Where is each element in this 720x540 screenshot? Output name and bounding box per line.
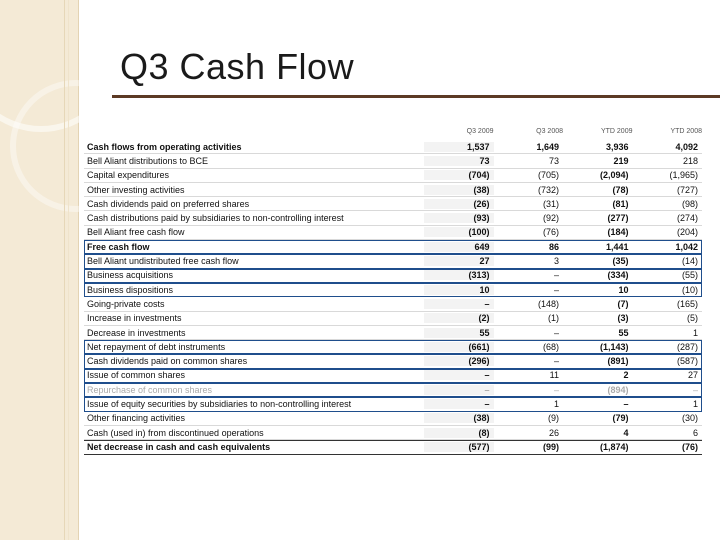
row-value: (30) [681, 413, 698, 424]
column-header: YTD 2009 [600, 128, 633, 135]
row-label: Issue of equity securities by subsidiaries to non-controlling interest [87, 398, 352, 409]
row-label: Issue of common shares [87, 370, 186, 381]
column-header: YTD 2008 [670, 128, 702, 135]
row-label: Cash dividends paid on common shares [87, 356, 248, 367]
row-value: (587) [676, 356, 698, 367]
row-label: Cash (used in) from discontinued operations [87, 427, 264, 438]
row-label: Net repayment of debt instruments [87, 341, 226, 352]
row-label: Other financing activities [87, 413, 186, 424]
row-value: (9) [548, 413, 559, 424]
table-row [84, 440, 702, 454]
row-value: 3,936 [605, 141, 629, 152]
column-header: Q3 2009 [466, 128, 494, 135]
row-value: (1,874) [599, 442, 629, 453]
row-value: (1,143) [599, 341, 629, 352]
row-value: (3) [617, 313, 629, 324]
row-value: 73 [548, 155, 559, 166]
decorative-line [68, 0, 69, 540]
row-value: 1 [553, 398, 559, 409]
row-value: 11 [549, 370, 559, 381]
row-value: (78) [612, 184, 629, 195]
row-label: Bell Aliant undistributed free cash flow [87, 256, 239, 267]
row-value: – [553, 384, 559, 395]
row-value: – [692, 384, 698, 395]
row-value: – [553, 327, 559, 338]
row-value: 1,649 [536, 141, 559, 152]
row-value: 2 [623, 370, 629, 381]
table-row [84, 340, 702, 354]
row-value: (334) [607, 270, 629, 281]
row-value: 55 [618, 327, 629, 338]
table-row [84, 426, 702, 440]
row-value: (14) [681, 256, 698, 267]
row-value: – [424, 370, 494, 380]
table-row [84, 183, 702, 197]
row-value: (1,965) [669, 170, 698, 181]
table-row [84, 383, 702, 397]
row-value: 73 [424, 156, 494, 166]
row-label: Net decrease in cash and cash equivalents [87, 442, 271, 453]
table-row [84, 226, 702, 240]
row-label: Capital expenditures [87, 170, 170, 181]
row-value: 10 [618, 284, 629, 295]
row-value: 55 [424, 328, 494, 338]
row-value: 219 [613, 155, 629, 166]
column-header: Q3 2008 [536, 128, 563, 135]
header-spacer [84, 128, 424, 138]
row-value: (891) [607, 356, 629, 367]
slide-title: Q3 Cash Flow [120, 46, 355, 87]
row-value: (165) [676, 298, 698, 309]
cash-flow-table [84, 128, 702, 455]
row-value: (76) [681, 442, 698, 453]
row-value: – [623, 398, 629, 409]
table-row [84, 354, 702, 368]
table-row [84, 412, 702, 426]
row-value: (296) [424, 356, 494, 366]
table-row [84, 211, 702, 225]
row-value: (732) [537, 184, 559, 195]
row-value: (76) [542, 227, 559, 238]
row-value: (93) [424, 213, 494, 223]
row-value: (55) [681, 270, 698, 281]
row-value: 27 [424, 256, 494, 266]
table-body [84, 140, 702, 455]
row-value: 3 [553, 256, 559, 267]
row-value: (184) [607, 227, 629, 238]
row-value: (277) [607, 213, 629, 224]
row-value: – [553, 284, 559, 295]
row-value: (727) [676, 184, 698, 195]
row-value: (35) [612, 256, 629, 267]
row-value: – [424, 299, 494, 309]
row-label: Decrease in investments [87, 327, 186, 338]
row-value: (92) [542, 213, 559, 224]
row-value: (26) [424, 199, 494, 209]
row-label: Going-private costs [87, 298, 165, 309]
table-row [84, 297, 702, 311]
row-value: (577) [424, 442, 494, 452]
row-value: (10) [681, 284, 698, 295]
row-value: (79) [612, 413, 629, 424]
table-row [84, 312, 702, 326]
row-value: (31) [542, 198, 559, 209]
table-row [84, 254, 702, 268]
row-value: (148) [537, 298, 559, 309]
row-value: 26 [548, 427, 559, 438]
row-value: (204) [676, 227, 698, 238]
table-row [84, 397, 702, 411]
row-label: Cash dividends paid on preferred shares [87, 198, 250, 209]
row-label: Repurchase of common shares [87, 384, 213, 395]
row-value: (313) [424, 270, 494, 280]
row-label: Business dispositions [87, 284, 174, 295]
table-header [84, 128, 702, 138]
row-value: (661) [424, 342, 494, 352]
row-value: (1) [548, 313, 559, 324]
row-value: (81) [612, 198, 629, 209]
row-value: (8) [424, 428, 494, 438]
row-value: 1,537 [424, 142, 494, 152]
row-value: 1,441 [605, 241, 629, 252]
table-row [84, 269, 702, 283]
row-value: – [424, 399, 494, 409]
row-value: (7) [617, 298, 629, 309]
row-value: 10 [424, 285, 494, 295]
row-value: – [553, 270, 559, 281]
row-label: Business acquisitions [87, 270, 174, 281]
row-value: (5) [687, 313, 698, 324]
row-value: 4,092 [675, 141, 698, 152]
row-value: (2,094) [599, 170, 629, 181]
row-value: (38) [424, 413, 494, 423]
row-value: (287) [676, 341, 698, 352]
row-label: Bell Aliant free cash flow [87, 227, 185, 238]
row-value: 1 [692, 398, 698, 409]
row-value: (894) [607, 384, 629, 395]
table-row [84, 169, 702, 183]
row-label: Other investing activities [87, 184, 185, 195]
row-label: Bell Aliant distributions to BCE [87, 155, 209, 166]
row-label: Cash distributions paid by subsidiaries to non-controlling interest [87, 213, 344, 224]
row-value: (38) [424, 185, 494, 195]
table-row [84, 140, 702, 154]
row-value: 4 [623, 427, 629, 438]
row-label: Free cash flow [87, 241, 150, 252]
row-value: (2) [424, 313, 494, 323]
table-row [84, 369, 702, 383]
row-value: – [553, 356, 559, 367]
row-value: – [424, 385, 494, 395]
row-label: Increase in investments [87, 313, 182, 324]
row-value: (274) [676, 213, 698, 224]
row-value: (705) [537, 170, 559, 181]
table-row [84, 326, 702, 340]
table-row [84, 154, 702, 168]
row-value: 1,042 [675, 241, 698, 252]
table-row [84, 240, 702, 254]
table-row [84, 197, 702, 211]
row-value: 218 [682, 155, 698, 166]
row-value: 27 [687, 370, 698, 381]
table-row [84, 283, 702, 297]
row-value: 6 [692, 427, 698, 438]
row-value: (68) [542, 341, 559, 352]
decorative-line [64, 0, 65, 540]
row-label: Cash flows from operating activities [87, 141, 242, 152]
row-value: 649 [424, 242, 494, 252]
row-value: (100) [424, 227, 494, 237]
title-underline [112, 95, 720, 98]
row-value: 86 [548, 241, 559, 252]
row-value: (704) [424, 170, 494, 180]
row-value: (98) [681, 198, 698, 209]
row-value: 1 [692, 327, 698, 338]
row-value: (99) [542, 442, 559, 453]
